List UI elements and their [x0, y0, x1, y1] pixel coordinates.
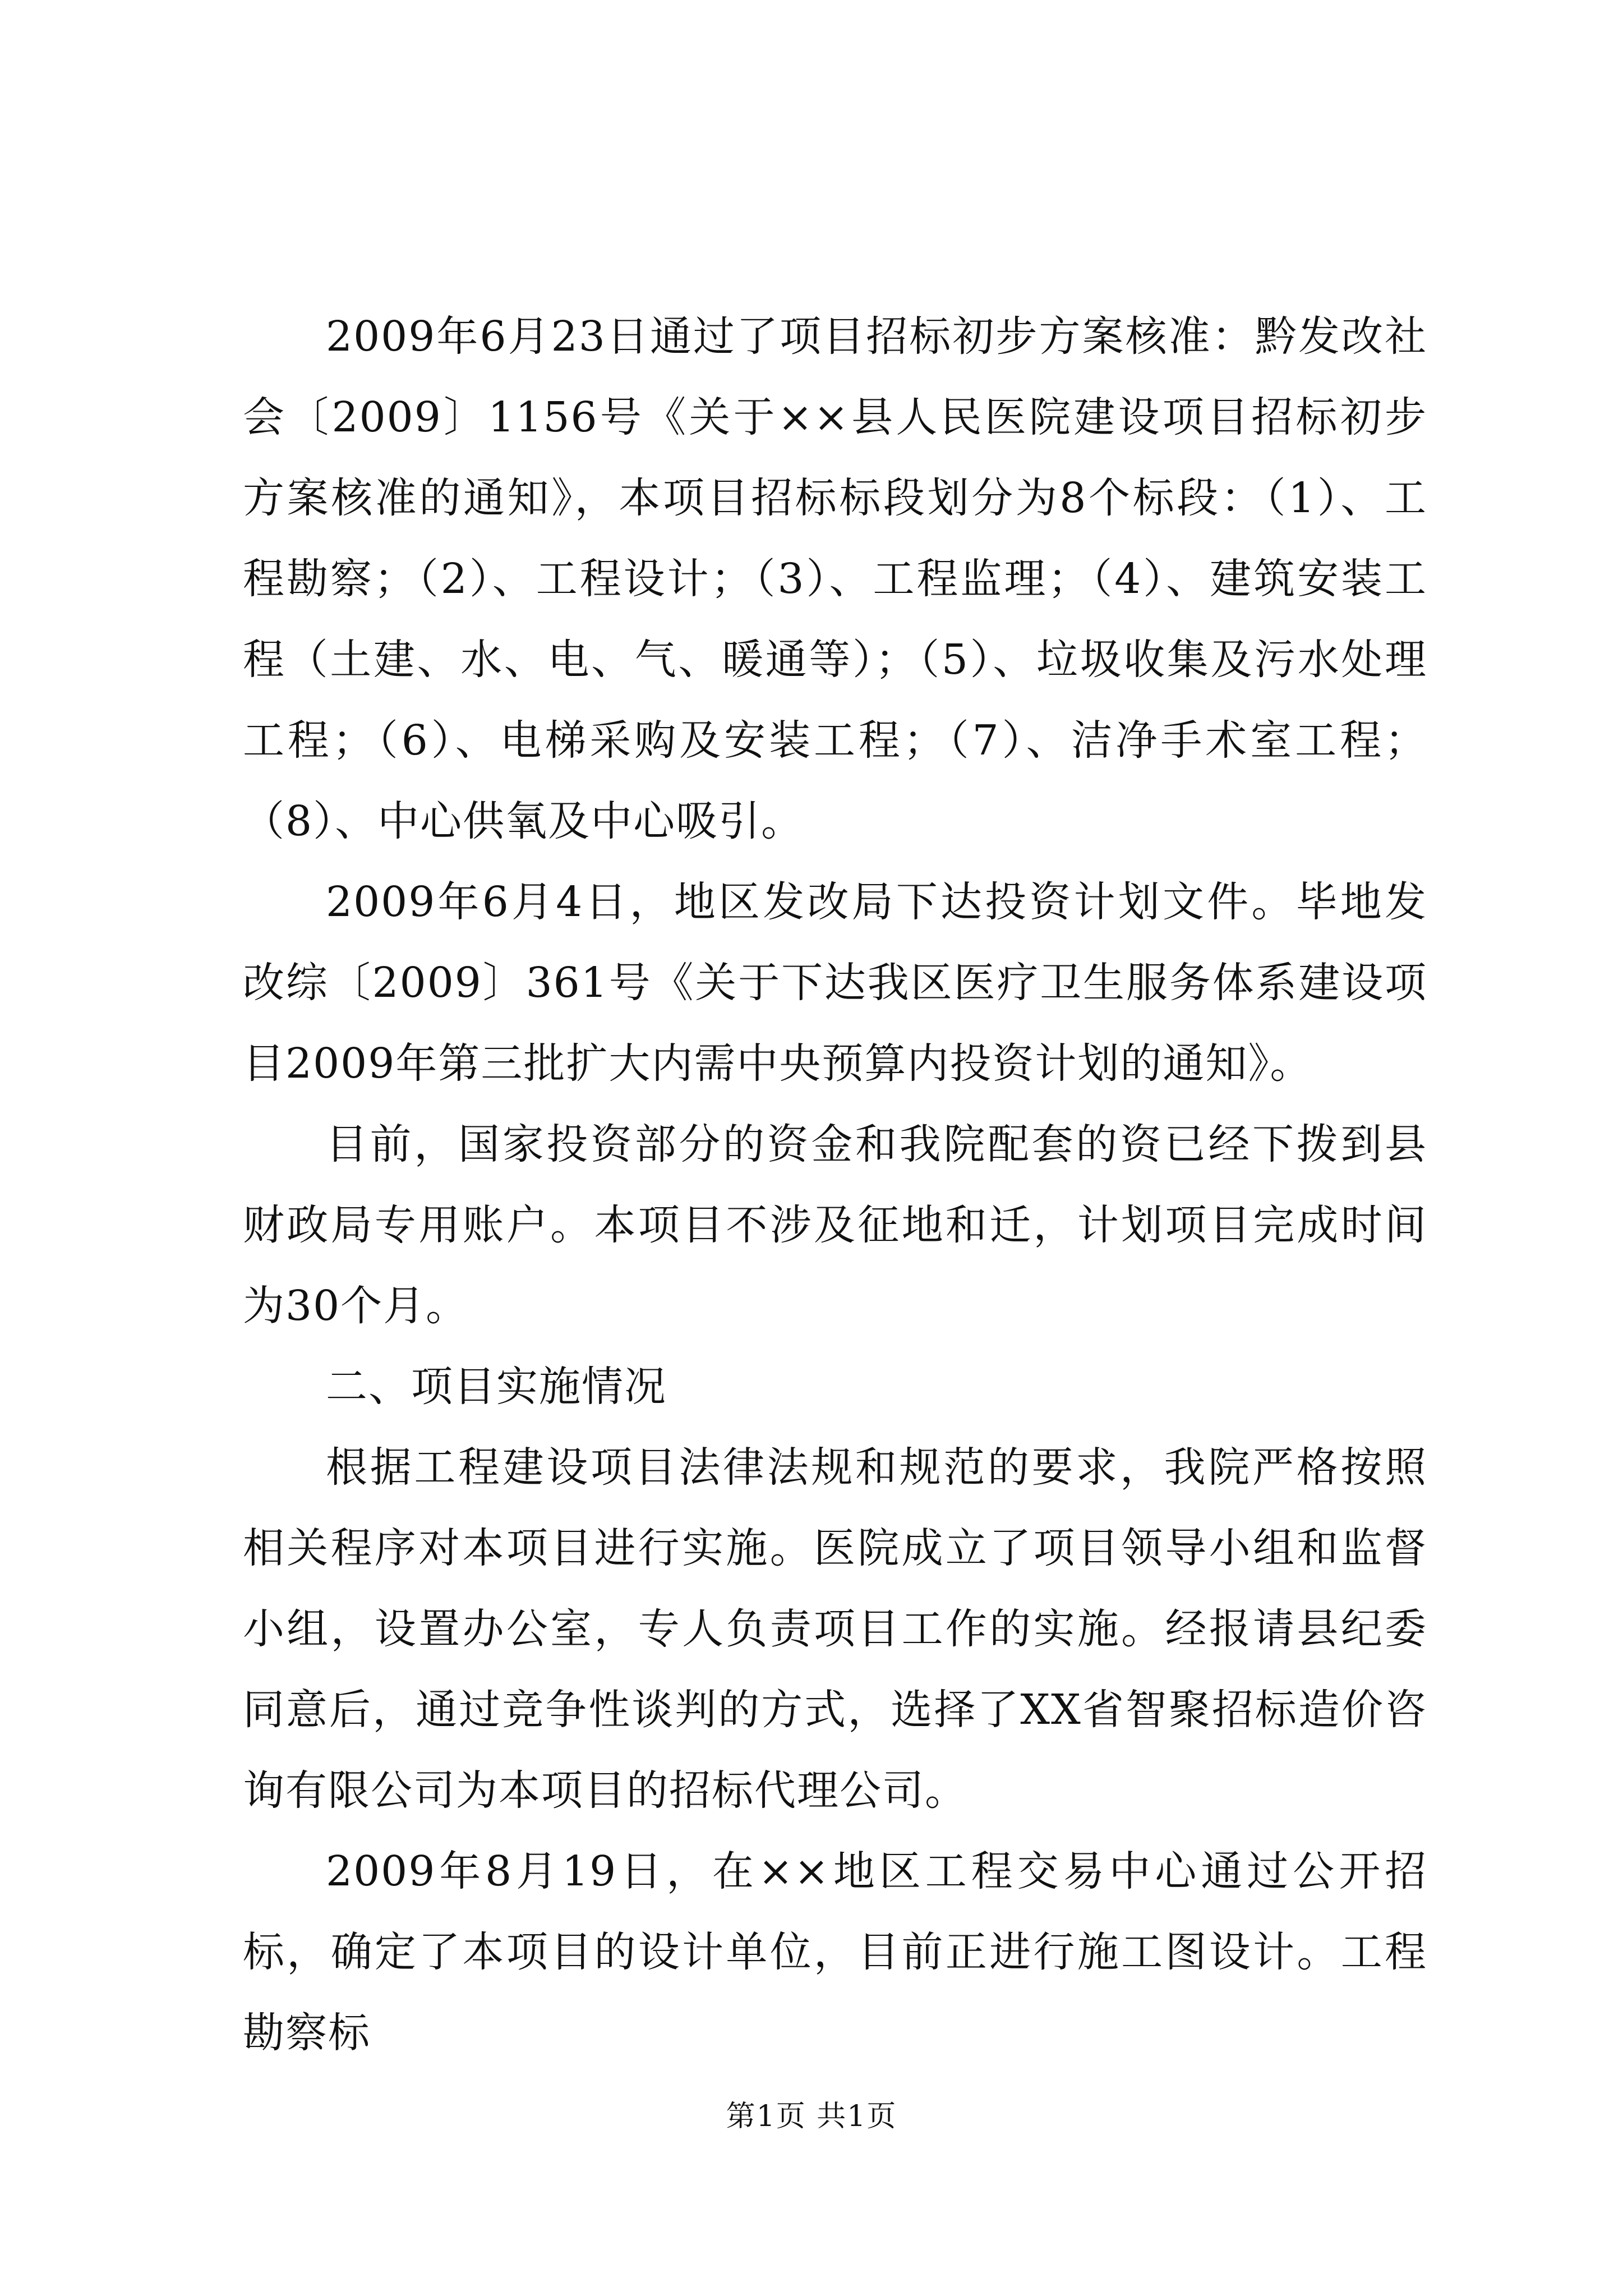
paragraph-implementation-procedure: 根据工程建设项目法律法规和规范的要求，我院严格按照相关程序对本项目进行实施。医院成立了项目领导小组和监督小组，设置办公室，专人负责项目工作的实施。经报请县纪委同意后，通过竞争性谈判的方式，选择了XX省智聚招标造价咨询有限公司为本项目的招标代理公司。 [243, 1443, 1427, 1815]
paragraph-bid-plan-approval: 2009年6月23日通过了项目招标初步方案核准：黔发改社会〔2009〕1156号《关于××县人民医院建设项目招标初步方案核准的通知》，本项目招标标段划分为8个标段：（1）、工程勘察；（2）、工程设计；（3）、工程监理；（4）、建筑安装工程（土建、水、电、气、暖通等）；（5）、垃圾收集及污水处理工程；（6）、电梯采购及安装工程；（7）、洁净手术室工程；（8）、中心供氧及中心吸引。 [243, 312, 1427, 845]
document-body [243, 296, 1427, 2073]
paragraph-design-bidding: 2009年8月19日，在××地区工程交易中心通过公开招标，确定了本项目的设计单位，目前正进行施工图设计。工程勘察标 [243, 1847, 1427, 2057]
paragraph-investment-plan: 2009年6月4日，地区发改局下达投资计划文件。毕地发改综〔2009〕361号《关于下达我区医疗卫生服务体系建设项目2009年第三批扩大内需中央预算内投资计划的通知》。 [243, 878, 1427, 1088]
page-footer: 第1页 共1页 [726, 2100, 897, 2133]
paragraph-funding-status: 目前，国家投资部分的资金和我院配套的资已经下拨到县财政局专用账户。本项目不涉及征地和迁，计划项目完成时间为30个月。 [243, 1120, 1427, 1330]
section-heading-implementation: 二、项目实施情况 [326, 1363, 667, 1411]
